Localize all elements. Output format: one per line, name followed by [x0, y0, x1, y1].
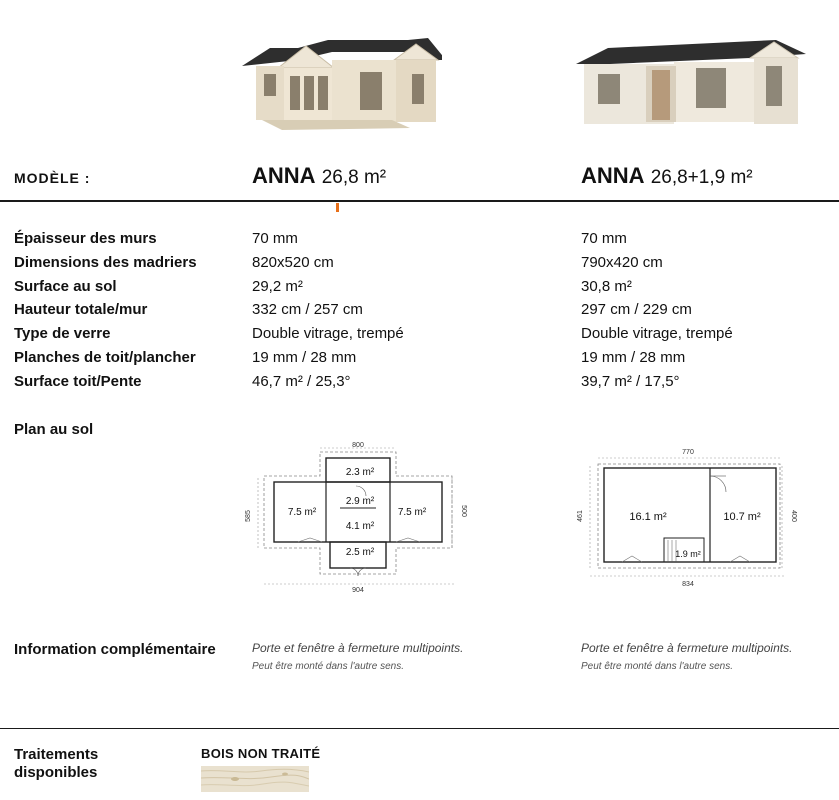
info-sub-model-2: Peut être monté dans l'autre sens.: [581, 661, 733, 672]
plan1-dim-right: 500: [460, 505, 467, 517]
plan1-room-label: 7.5 m²: [287, 507, 317, 518]
treatment-option-label: BOIS NON TRAITÉ: [201, 746, 321, 761]
treatments-label-line-1: Traitements: [14, 746, 99, 763]
wood-swatch: [201, 766, 309, 792]
plan1-room-label: 2.5 m²: [345, 547, 375, 558]
plan2-dim-right: 400: [790, 510, 797, 522]
info-main-model-2: Porte et fenêtre à fermeture multipoints.: [581, 641, 793, 655]
treatments-label: [14, 746, 98, 782]
spec-value-model-2: 30,8 m²: [581, 278, 632, 295]
floor-plan-model-2: [570, 440, 810, 596]
plan1-room-label: 4.1 m²: [345, 521, 375, 532]
spec-value-model-2: 39,7 m² / 17,5°: [581, 373, 680, 390]
plan1-room-label: 2.3 m²: [345, 467, 375, 478]
spec-row-wall-thickness: [0, 230, 839, 254]
spec-value-model-1: 29,2 m²: [252, 278, 303, 295]
spec-value-model-1: 19 mm / 28 mm: [252, 349, 357, 366]
model-name-1-title: ANNA: [252, 163, 316, 188]
spec-value-model-2: 70 mm: [581, 230, 627, 247]
spec-label: Épaisseur des murs: [14, 230, 157, 247]
info-main-model-1: Porte et fenêtre à fermeture multipoints.: [252, 641, 464, 655]
spec-row-roof-floor-boards: [0, 349, 839, 373]
spec-value-model-1: 46,7 m² / 25,3°: [252, 373, 351, 390]
plan1-room-label: 7.5 m²: [397, 507, 427, 518]
spec-label: Surface toit/Pente: [14, 373, 142, 390]
info-sub-model-1: Peut être monté dans l'autre sens.: [252, 661, 404, 672]
spec-row-floor-area: [0, 278, 839, 302]
accent-tick: [336, 203, 339, 212]
plan1-dim-top: 800: [352, 442, 364, 449]
spec-value-model-1: 820x520 cm: [252, 254, 334, 271]
plan2-dim-bottom: 834: [682, 581, 694, 588]
info-label: Information complémentaire: [14, 641, 216, 658]
model-name-1-area: 26,8 m²: [321, 167, 387, 188]
model-name-2: [581, 163, 753, 189]
spec-label: Hauteur totale/mur: [14, 301, 148, 318]
spec-row-height: [0, 301, 839, 325]
plan2-room-label: 1.9 m²: [675, 549, 701, 559]
plan1-dim-bottom: 904: [352, 587, 364, 594]
spec-value-model-2: 790x420 cm: [581, 254, 663, 271]
spec-label: Surface au sol: [14, 278, 117, 295]
header-divider: [0, 200, 839, 202]
plan2-dim-top: 770: [682, 449, 694, 456]
spec-value-model-2: 297 cm / 229 cm: [581, 301, 692, 318]
spec-value-model-2: Double vitrage, trempé: [581, 325, 733, 342]
floor-plan-label: Plan au sol: [14, 421, 94, 438]
model-name-2-area: 26,8+1,9 m²: [650, 167, 753, 188]
spec-value-model-1: 332 cm / 257 cm: [252, 301, 363, 318]
spec-value-model-2: 19 mm / 28 mm: [581, 349, 686, 366]
house-image-anna-26-8: [232, 0, 442, 150]
spec-value-model-1: 70 mm: [252, 230, 298, 247]
model-name-2-title: ANNA: [581, 163, 645, 188]
model-label: MODÈLE :: [14, 170, 91, 186]
plan2-dim-left: 461: [577, 510, 584, 522]
plan2-room-label: 16.1 m²: [629, 511, 667, 523]
treatments-label-line-2: disponibles: [14, 764, 98, 781]
treatments-divider: [0, 728, 839, 729]
plan2-room-label: 10.7 m²: [723, 511, 761, 523]
spec-label: Planches de toit/plancher: [14, 349, 196, 366]
spec-row-roof-area-slope: [0, 373, 839, 397]
house-image-anna-26-8-plus-1-9: [570, 0, 810, 150]
spec-label: Dimensions des madriers: [14, 254, 197, 271]
spec-row-glass-type: [0, 325, 839, 349]
plan1-dim-left: 585: [245, 510, 252, 522]
spec-value-model-1: Double vitrage, trempé: [252, 325, 404, 342]
plan1-room-label: 2.9 m²: [345, 496, 375, 507]
model-name-1: [252, 163, 386, 189]
floor-plan-model-1: [240, 438, 470, 598]
spec-row-log-dimensions: [0, 254, 839, 278]
spec-label: Type de verre: [14, 325, 111, 342]
